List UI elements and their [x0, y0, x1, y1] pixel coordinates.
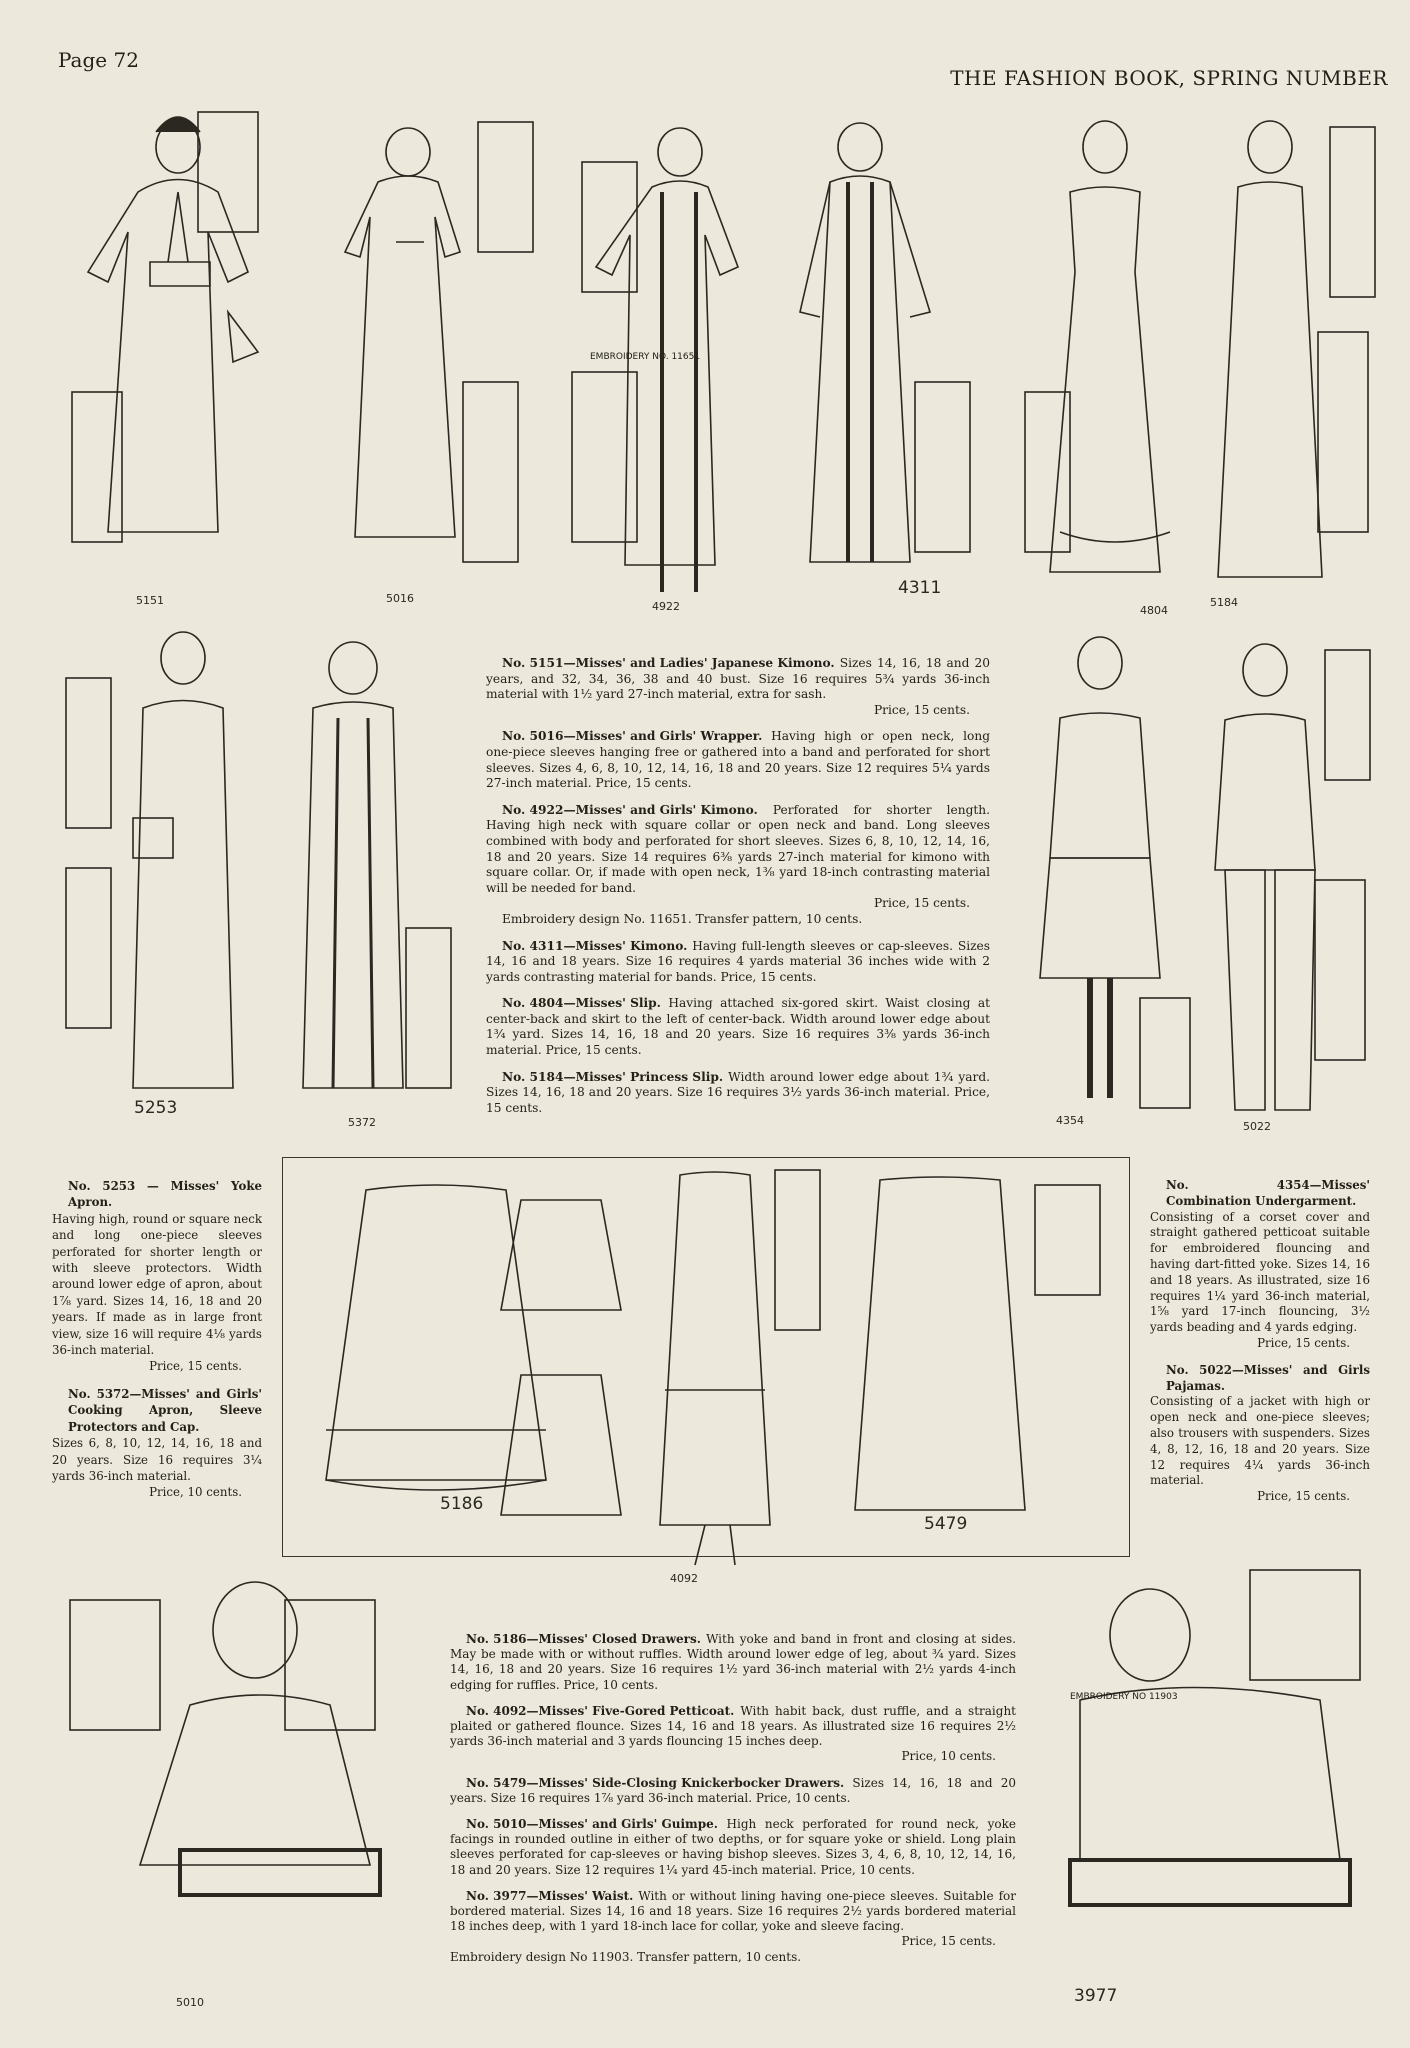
- pajamas-illustration: [1205, 640, 1375, 1140]
- figure-number: 3977: [1074, 1986, 1118, 2006]
- figure-number: 4092: [670, 1572, 698, 1585]
- item-4804: No. 4804—Misses' Slip. Having attached six-gored skirt. Waist closing at center-back and skirt to the left of center-back. Width around lower edge about 1¾ yard. Sizes 14, 16, 18 and 20 years. Size 16 requires 3⅜ yards 36-inch material. Price, 15 cents.: [486, 996, 991, 1058]
- figure-number: 4922: [652, 600, 680, 613]
- item-4922: No. 4922—Misses' and Girls' Kimono. Perforated for shorter length. Having high neck with square collar or open neck and band. Long sleeves combined with body and perforated for short sleeves. Sizes 6, 8, 10, 12, 14, 16, 18 and 20 years. Size 14 requires 6⅜ yards 27-inch material for kimono with square collar. Or, if made with open neck, 1⅜ yard 18-inch contrasting material will be needed for band. Price, 15 cents. Embroidery design No. 11651. Transfer pattern, 10 cents.: [486, 802, 990, 926]
- kimono-illustration: [790, 112, 980, 612]
- figure-number: 5184: [1210, 596, 1238, 609]
- drawers-illustration: [286, 1170, 636, 1550]
- running-title: THE FASHION BOOK, SPRING NUMBER: [950, 66, 1388, 90]
- descriptions-center-bottom: [450, 1632, 1016, 1976]
- figure-number: 4354: [1056, 1114, 1084, 1127]
- figure-number: 5479: [924, 1514, 968, 1534]
- item-5016: No. 5016—Misses' and Girls' Wrapper. Having high or open neck, long one-piece sleeves hanging free or gathered into a band and perforated for short sleeves. Sizes 4, 6, 8, 10, 12, 14, 16, 18 and 20 years. Size 12 requires 5¼ yards 27-inch material. Price, 15 cents.: [486, 729, 991, 791]
- figure-number: 5186: [440, 1494, 484, 1514]
- figure-5253-yoke-apron: [58, 618, 248, 1118]
- figure-number: 5010: [176, 1996, 204, 2009]
- embroidery-note: EMBROIDERY NO. 11651: [590, 352, 701, 362]
- apron-illustration: [58, 618, 248, 1118]
- descriptions-left: [52, 1178, 262, 1512]
- figure-5151-japanese-kimono: [68, 92, 268, 612]
- petticoat-illustration: [650, 1160, 840, 1580]
- item-5479: No. 5479—Misses' Side-Closing Knickerbocker Drawers. Sizes 14, 16, 18 and 20 years. Size 16 requires 1⅞ yard 36-inch material. Price, 10 cents.: [450, 1775, 1016, 1805]
- figure-5022-pajamas: [1205, 640, 1375, 1140]
- item-4354: No. 4354—Misses' Combination Undergarment. Consisting of a corset cover and straight gathered petticoat suitable for embroidered flouncing and having dart-fitted yoke. Sizes 14, 16 and 18 years. As illustrated, size 16 requires 1¼ yard 36-inch material, 1⅝ yard 17-inch flouncing, 3½ yards beading and 4 yards edging. Price, 15 cents.: [1150, 1178, 1370, 1350]
- item-3977: No. 3977—Misses' Waist. With or without lining having one-piece sleeves. Suitable for bordered material. Sizes 14, 16 and 18 years. Size 16 requires 2½ yards bordered material 18 inches deep, with 1 yard 18-inch lace for collar, yoke and sleeve facing. Price, 15 cents. Embroidery design No 11903. Transfer pattern, 10 cents.: [450, 1888, 1016, 1964]
- figure-number: 4804: [1140, 604, 1168, 617]
- figure-5010-guimpe: [40, 1560, 390, 2020]
- undergarment-illustration: [1030, 628, 1200, 1128]
- item-5253: No. 5253 — Misses' Yoke Apron. Having high, round or square neck and long one-piece sleeves perforated for shorter length or with sleeve protectors. Width around lower edge of apron, about 1⅞ yard. Sizes 14, 16, 18 and 20 years. If made as in large front view, size 16 will require 4⅛ yards 36-inch material. Price, 15 cents.: [52, 1179, 262, 1374]
- item-5151: No. 5151—Misses' and Ladies' Japanese Kimono. Sizes 14, 16, 18 and 20 years, and 32, 34, 36, 38 and 40 bust. Size 16 requires 5¾ yards 36-inch material with 1½ yard 27-inch material, extra for sash. Price, 15 cents.: [486, 656, 991, 717]
- page-number: Page 72: [58, 48, 139, 72]
- wrapper-illustration: [338, 112, 538, 612]
- figure-number: 5022: [1243, 1120, 1271, 1133]
- figure-number: 5151: [136, 594, 164, 607]
- figure-5186-closed-drawers: [286, 1170, 636, 1550]
- embroidery-note: EMBROIDERY NO 11903: [1070, 1692, 1178, 1702]
- item-5186: No. 5186—Misses' Closed Drawers. With yoke and band in front and closing at sides. May be made with or without ruffles. Width around lower edge of leg, about ¾ yard. Sizes 14, 16, 18 and 20 years. Size 16 requires 1½ yard 36-inch material with 2½ yards 4-inch edging for ruffles. Price, 10 cents.: [450, 1632, 1016, 1692]
- kimono-illustration: [562, 112, 762, 622]
- guimpe-illustration: [40, 1560, 390, 2020]
- figure-3977-waist: [1050, 1560, 1385, 2020]
- waist-illustration: [1050, 1560, 1385, 2020]
- figure-4311-kimono: [790, 112, 980, 612]
- figure-5184-princess-slip: [1200, 112, 1380, 622]
- figure-number: 4311: [898, 578, 942, 598]
- figure-4922-kimono: [562, 112, 762, 622]
- item-4092: No. 4092—Misses' Five-Gored Petticoat. With habit back, dust ruffle, and a straight plaited or gathered flounce. Sizes 14, 16 and 18 years. As illustrated size 16 requires 2½ yards 36-inch material and 3 yards flouncing 15 inches deep. Price, 10 cents.: [450, 1703, 1016, 1764]
- slip-illustration: [1200, 112, 1380, 622]
- figure-5016-wrapper: [338, 112, 538, 612]
- figure-number: 5372: [348, 1116, 376, 1129]
- figure-5372-cooking-apron: [268, 628, 458, 1129]
- figure-4354-combination-undergarment: [1030, 628, 1200, 1128]
- drawers-illustration: [840, 1160, 1120, 1540]
- figure-5479-knickerbocker-drawers: [840, 1160, 1120, 1540]
- slip-illustration: [1010, 112, 1180, 622]
- descriptions-center-top: [486, 656, 990, 1127]
- apron-illustration: [268, 628, 458, 1126]
- item-4311: No. 4311—Misses' Kimono. Having full-length sleeves or cap-sleeves. Sizes 14, 16 and 18 years. Size 16 requires 4 yards material 36 inches wide with 2 yards contrasting material for bands. Price, 15 cents.: [486, 938, 991, 984]
- item-5372: No. 5372—Misses' and Girls' Cooking Apron, Sleeve Protectors and Cap. Sizes 6, 8, 10, 12, 14, 16, 18 and 20 years. Size 16 requires 3¼ yards 36-inch material. Price, 10 cents.: [52, 1386, 262, 1500]
- kimono-illustration: [68, 92, 268, 612]
- descriptions-right: [1150, 1178, 1370, 1516]
- figure-4092-petticoat: [650, 1160, 840, 1585]
- figure-4804-slip: [1010, 112, 1180, 622]
- figure-number: 5253: [134, 1098, 178, 1118]
- item-5010: No. 5010—Misses' and Girls' Guimpe. High neck perforated for round neck, yoke facings in rounded outline in either of two depths, or for square yoke or shield. Long plain sleeves perforated for cap-sleeves or having bishop sleeves. Sizes 3, 4, 6, 8, 10, 12, 14, 16, 18 and 20 years. Size 12 requires 1¼ yard 45-inch material. Price, 10 cents.: [450, 1817, 1016, 1877]
- figure-number: 5016: [386, 592, 414, 605]
- item-5184: No. 5184—Misses' Princess Slip. Width around lower edge about 1¾ yard. Sizes 14, 16, 18 and 20 years. Size 16 requires 3½ yards 36-inch material. Price, 15 cents.: [486, 1069, 990, 1115]
- item-5022: No. 5022—Misses' and Girls Pajamas. Consisting of a jacket with high or open neck and one-piece sleeves; also trousers with suspenders. Sizes 4, 8, 12, 16, 18 and 20 years. Size 12 requires 4¼ yards 36-inch material. Price, 15 cents.: [1150, 1362, 1370, 1504]
